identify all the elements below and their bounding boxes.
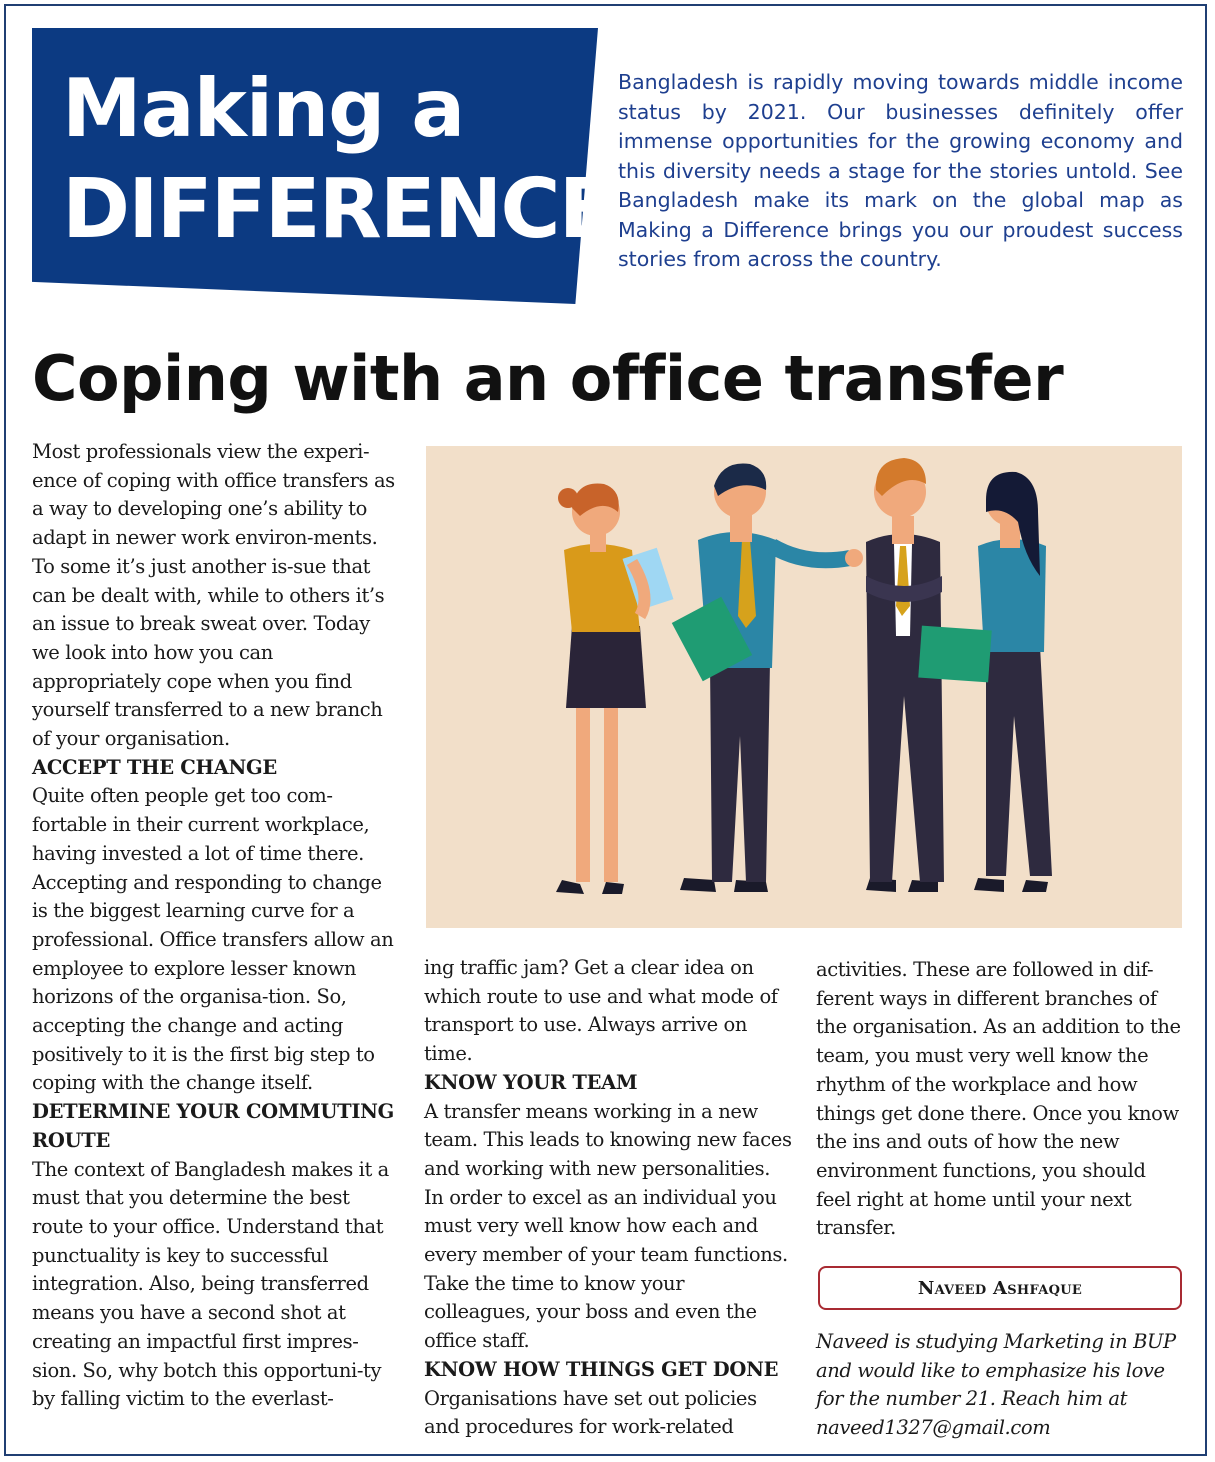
article-column-1 [32,438,400,1414]
article-headline: Coping with an office transfer [32,342,1064,415]
paragraph: Quite often people get too com-fortable in their current workplace, having invested a lot of time there. Accepting and responding to change is the biggest learning curve for a professional. Office transfers allow an employee to explore lesser known horizons of the organisa-tion. So, accepting the change and acting positively to it is the first big step to coping with the change itself. [32,784,394,1095]
section-intro: Bangladesh is rapidly moving towards middle income status by 2021. Our businesses definitely offer immense opportunities for the growing economy and this diversity needs a stage for the stories untold. See Bangladesh make its mark on the global map as Making a Difference brings you our proudest success stories from across the country. [618,70,1183,271]
author-bio: Naveed is studying Marketing in BUP and would like to emphasize his love for the number 21. Reach him at naveed1327@gmail.com [816,1330,1176,1439]
paragraph: The context of Bangladesh makes it a must that you determine the best route to your office. Understand that punctuality is key to successful integration. Also, being transferred means you have a second shot at creating an impactful first impres-sion. So, why botch this opportuni-ty by falling victim to the everlast- [32,1157,389,1411]
paragraph: Most professionals view the experi-ence of coping with office transfers as a way to developing one’s ability to adapt in newer work environ-ments. To some it’s just another is-sue that can be dealt with, while to others it’s an issue to break sweat over. Today we look into how you can appropriately cope when you find yourself transferred to a new branch of your organisation. [32,440,395,751]
author-name: Naveed Ashfaque [917,1277,1083,1299]
paragraph: activities. These are followed in dif-ferent ways in different branches of the organisation. As an addition to the team, you must very well know the rhythm of the workplace and how things get done there. Once you know the ins and outs of how the new environment functions, you should feel right at home until your next transfer. [816,958,1181,1240]
illustration-svg [426,446,1182,928]
paragraph: A transfer means working in a new team. This leads to knowing new faces and working with new personalities. In order to excel as an individual you must very well know how each and every member of your team functions. Take the time to know your colleagues, your boss and even the office staff. [424,1099,792,1353]
office-team-illustration [426,446,1182,928]
subheading-accept-change: ACCEPT THE CHANGE [32,755,277,779]
author-byline-box [818,1266,1182,1310]
masthead-title-line2: DIFFERENCE [62,162,613,257]
subheading-know-team: KNOW YOUR TEAM [424,1070,638,1094]
subheading-commuting-route: DETERMINE YOUR COMMUTING ROUTE [32,1100,395,1152]
subheading-things-get-done: KNOW HOW THINGS GET DONE [424,1357,779,1381]
article-column-2 [424,954,792,1442]
illustration-background [426,446,1182,928]
article-column-3 [816,956,1184,1243]
masthead-title-line1: Making a [62,62,465,155]
paragraph: ing traffic jam? Get a clear idea on which route to use and what mode of transport to use. Always arrive on time. [424,956,778,1066]
paragraph: Organisations have set out policies and procedures for work-related [424,1386,757,1439]
